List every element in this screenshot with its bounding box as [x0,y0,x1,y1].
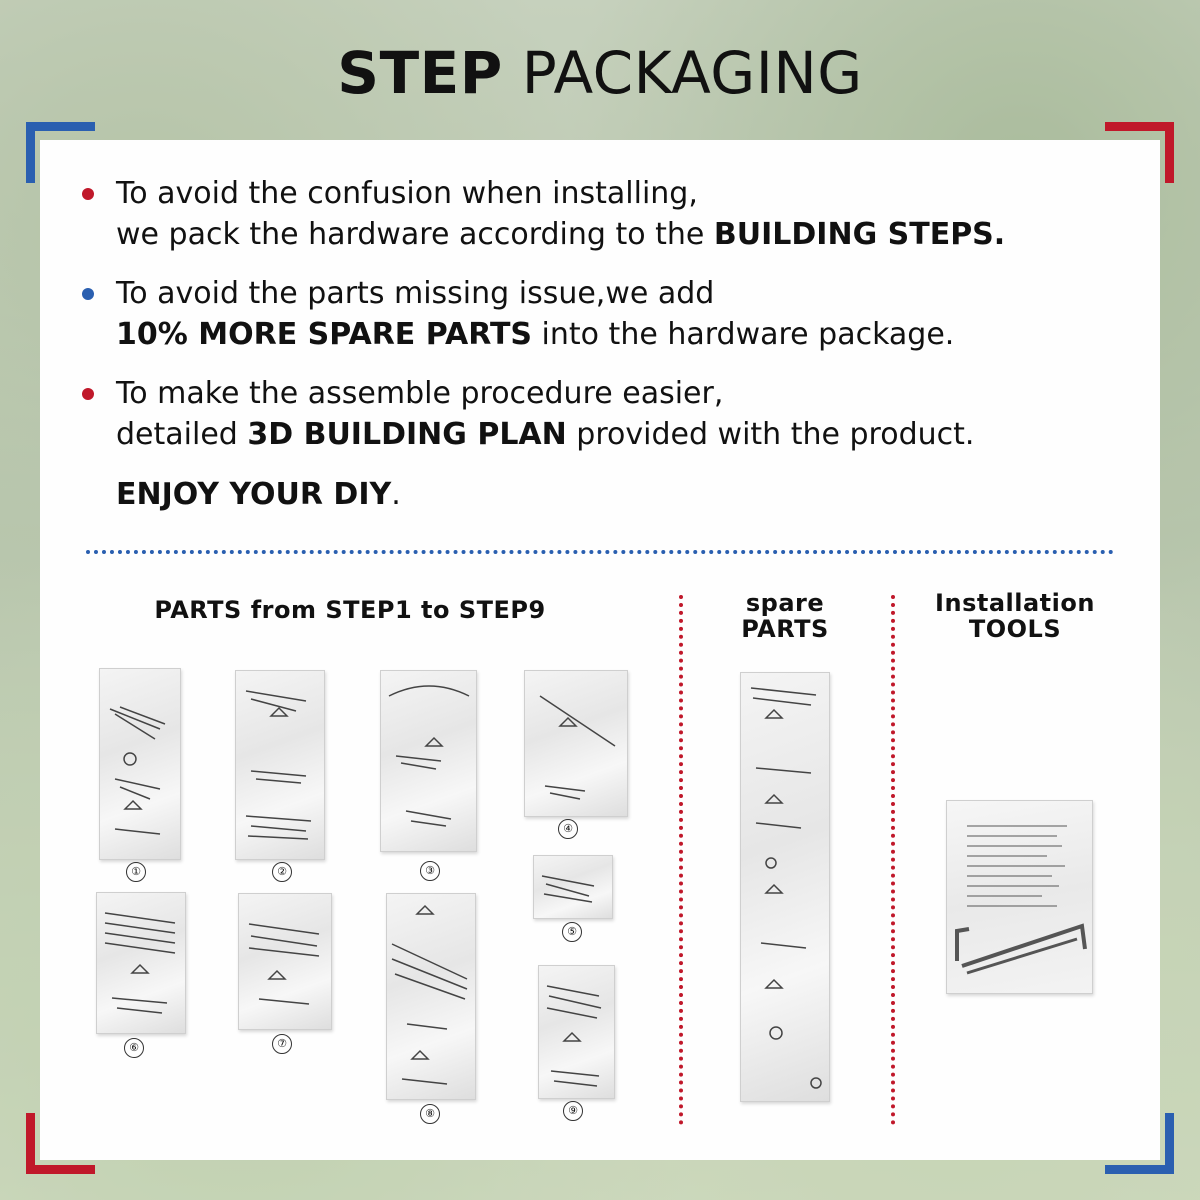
bullet-item [78,173,1138,255]
enjoy-text: ENJOY YOUR DIY. [116,477,401,512]
hardware-bag-6 [96,892,186,1034]
parts-section-label: PARTS from STEP1 to STEP9 [154,596,546,624]
bag-number: ⑤ [562,922,582,942]
corner-bracket-bottom-left [26,1113,95,1174]
bag-number: ③ [420,861,440,881]
corner-bracket-bottom-right [1105,1113,1174,1174]
hardware-bag-5 [533,855,613,919]
bag-number: ④ [558,819,578,839]
hardware-bag-8 [386,893,476,1100]
hardware-bag-3 [380,670,477,852]
bag-number: ② [272,862,292,882]
hardware-bag-7 [238,893,332,1030]
title-bold: STEP [337,39,503,107]
vertical-divider-1 [679,595,683,1125]
bullet-list [78,173,1138,473]
bullet-line1: To avoid the parts missing issue,we add [116,276,715,311]
bullet-dot-icon [82,288,94,300]
bullet-line2: 10% MORE SPARE PARTS into the hardware package. [116,317,955,352]
bag-number: ⑧ [420,1104,440,1124]
installation-tools-label: Installation TOOLS [935,589,1095,643]
bag-number: ⑦ [272,1034,292,1054]
bag-number: ① [126,862,146,882]
spare-parts-bag [740,672,830,1102]
bullet-line2: we pack the hardware according to the BUILDING STEPS. [116,217,1006,252]
hardware-bag-1 [99,668,181,860]
spare-parts-label: spare PARTS [741,589,829,643]
page-title [0,38,1200,108]
vertical-divider-2 [891,595,895,1125]
bullet-line2: detailed 3D BUILDING PLAN provided with the product. [116,417,975,452]
bullet-dot-icon [82,188,94,200]
title-light: PACKAGING [521,39,863,107]
hardware-bag-4 [524,670,628,817]
bag-number: ⑨ [563,1101,583,1121]
bullet-dot-icon [82,388,94,400]
hardware-bag-9 [538,965,615,1099]
bag-number: ⑥ [124,1038,144,1058]
bullet-line1: To make the assemble procedure easier, [116,376,724,411]
bullet-item [78,273,1138,355]
horizontal-divider [86,550,1114,554]
bullet-line1: To avoid the confusion when installing, [116,176,698,211]
tools-bag [946,800,1093,994]
bullet-item [78,373,1138,455]
hardware-bag-2 [235,670,325,860]
